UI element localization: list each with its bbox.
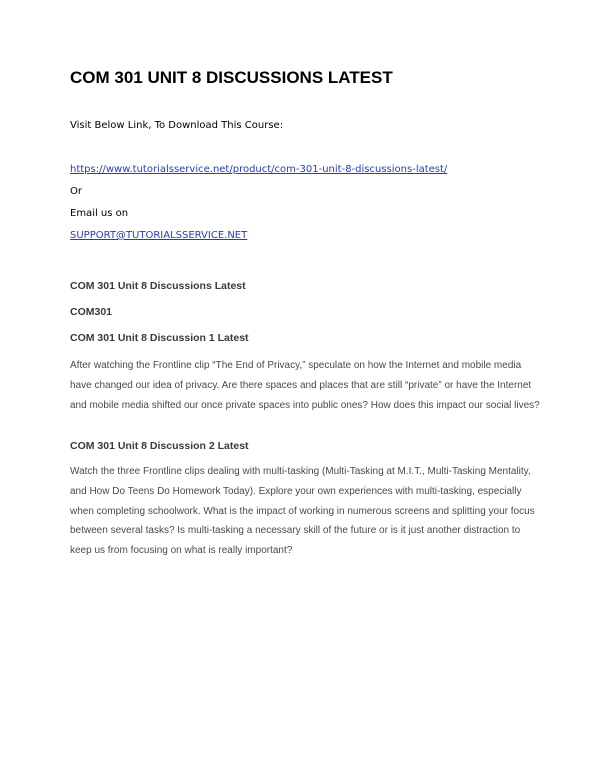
- discussion-2-heading: COM 301 Unit 8 Discussion 2 Latest: [70, 440, 249, 452]
- or-text: Or: [70, 186, 82, 197]
- visit-instruction: Visit Below Link, To Download This Course:: [70, 120, 284, 131]
- discussion-1-body: After watching the Frontline clip “The End of Privacy,” speculate on how the Internet and mobile media have changed our idea of privacy. Are there spaces and places that are still “private” or have the Internet and mobile media shifted our once private spaces into public ones? How does this impact our social lives?: [70, 360, 540, 411]
- discussion-1-heading: COM 301 Unit 8 Discussion 1 Latest: [70, 332, 249, 344]
- support-email-link[interactable]: SUPPORT@TUTORIALSSERVICE.NET: [70, 230, 248, 241]
- course-link[interactable]: https://www.tutorialsservice.net/product/com-301-unit-8-discussions-latest/: [70, 164, 448, 175]
- discussion-2-body: Watch the three Frontline clips dealing with multi-tasking (Multi-Tasking at M.I.T., Multi-Tasking Mentality, and How Do Teens Do Homework Today). Explore your own experiences with multi-tasking, especially when completing schoolwork. What is the impact of working in numerous screens and splitting your focus between several tasks? Is multi-tasking a necessary skill of the future or is it just another distraction to keep us from focusing on what is really important?: [70, 466, 535, 557]
- section-heading: COM 301 Unit 8 Discussions Latest: [70, 280, 246, 292]
- document-title: COM 301 UNIT 8 DISCUSSIONS LATEST: [70, 68, 393, 87]
- course-code: COM301: [70, 306, 113, 318]
- email-label: Email us on: [70, 208, 129, 219]
